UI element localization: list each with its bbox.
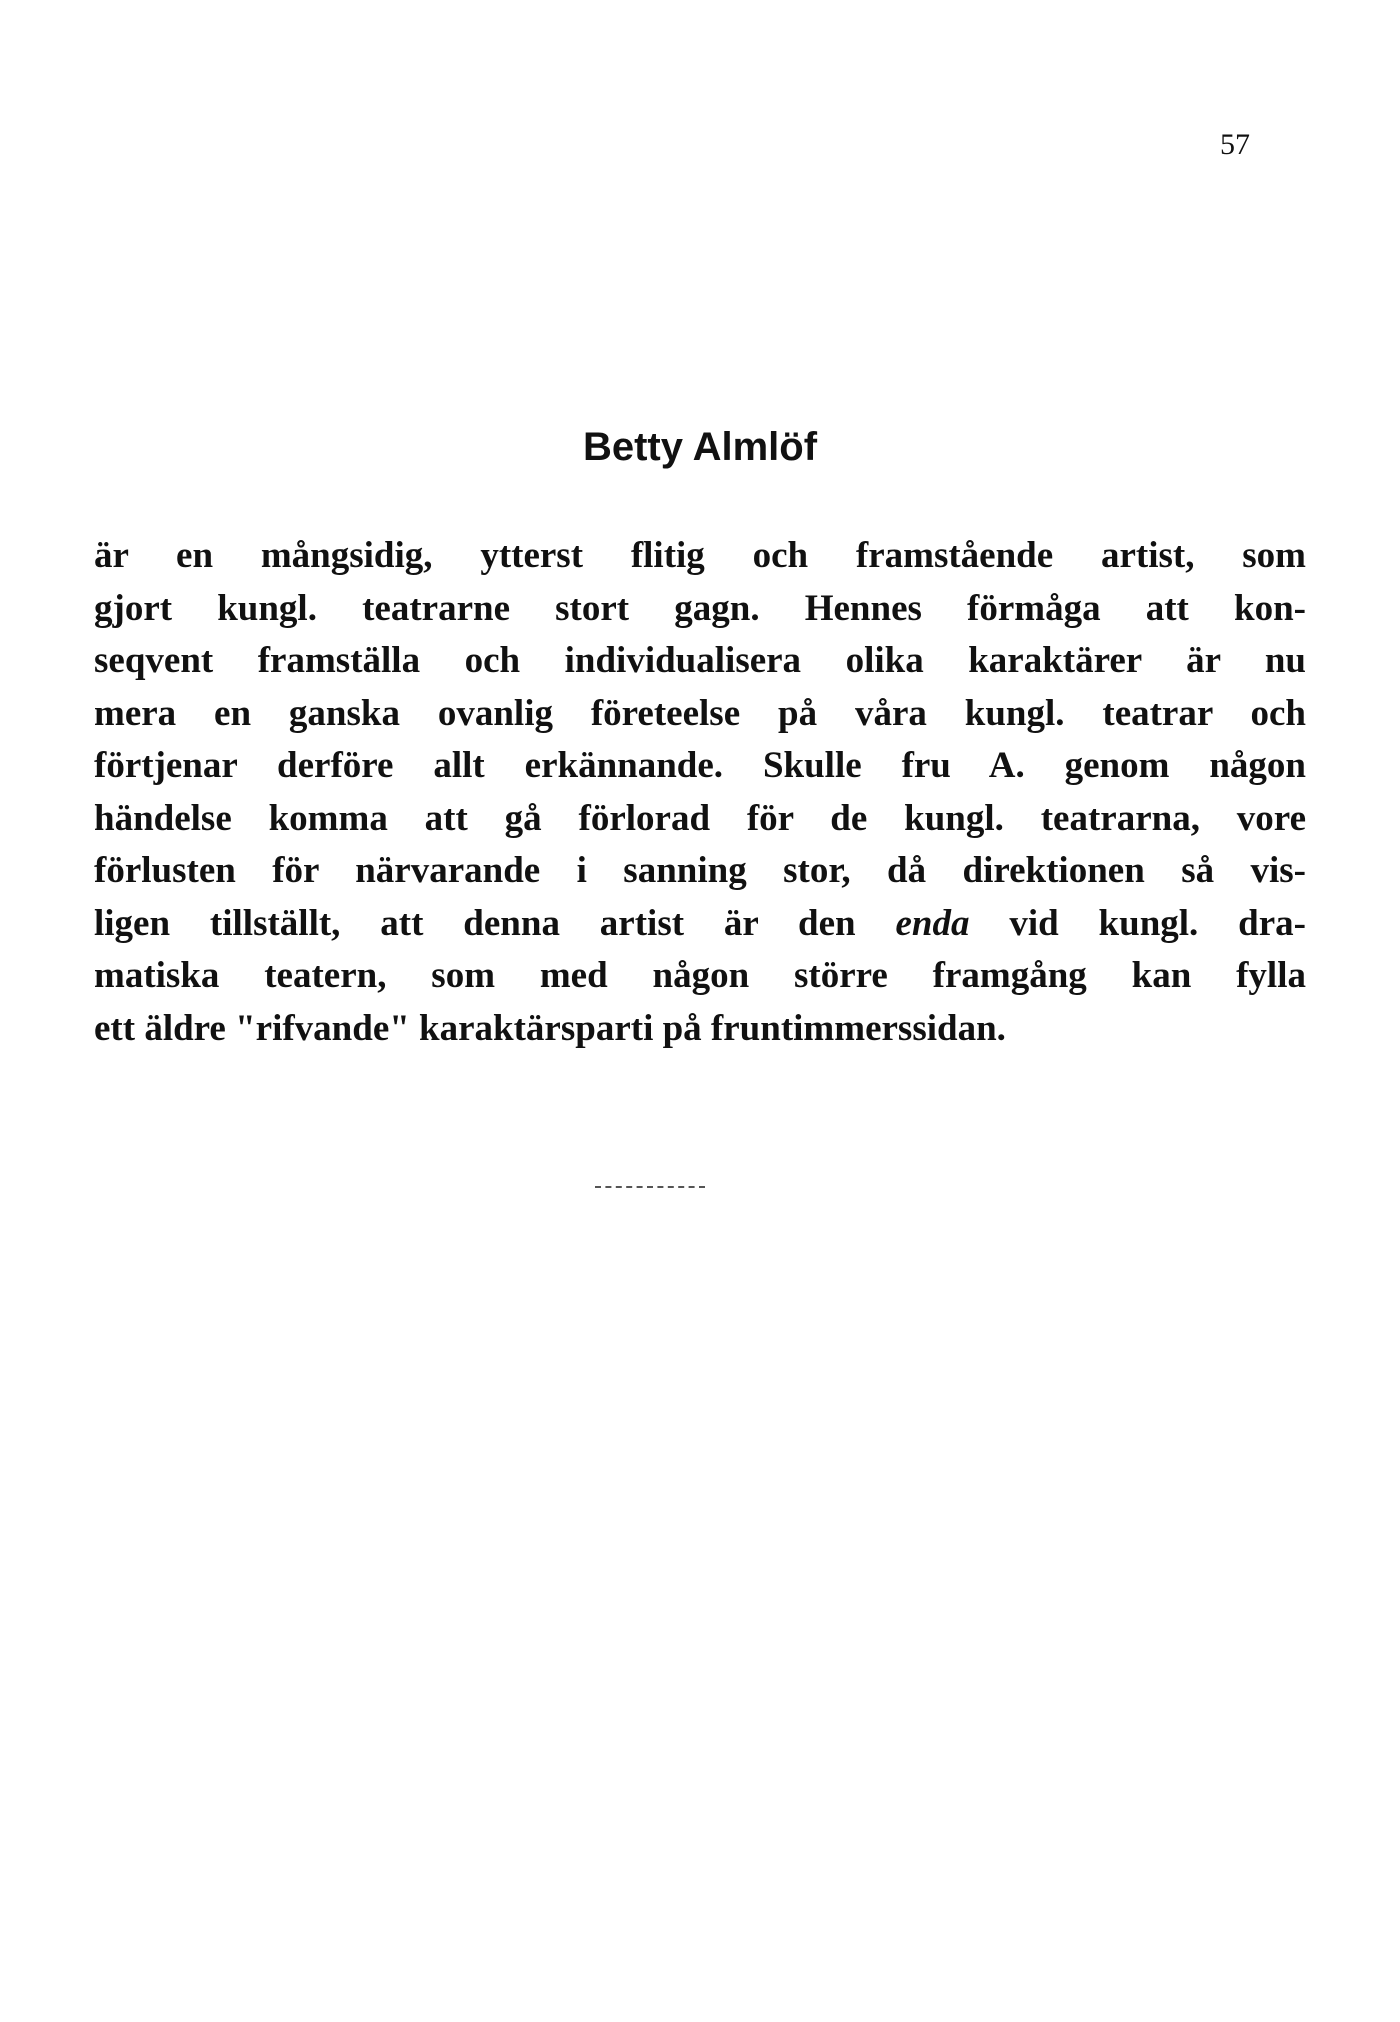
text-line: ett äldre "rifvande" karaktärsparti på fruntimmerssidan. [94,1007,1006,1049]
text-line: händelse komma att gå förlorad för de kungl. teatrarna, vore [94,797,1306,839]
text-line [94,898,1306,951]
section-divider [595,1186,705,1188]
text-line: matiska teatern, som med någon större framgång kan fylla [94,955,1306,996]
body-paragraph [94,530,1306,1055]
section-heading: Betty Almlöf [582,425,818,469]
text-line: förtjenar derföre allt erkännande. Skulle fru A. genom någon [94,745,1306,786]
text-segment: ligen tillställt, att denna artist är den [94,902,856,944]
text-line: är en mångsidig, ytterst flitig och framstående artist, som [94,535,1306,576]
text-line: gjort kungl. teatrarne stort gagn. Hennes förmåga att kon- [94,587,1306,629]
text-line: seqvent framställa och individualisera olika karaktärer är nu [94,640,1306,681]
text-line: mera en ganska ovanlig företeelse på våra kungl. teatrar och [94,692,1306,734]
text-segment: vid kungl. dra- [1009,902,1306,944]
text-line: förlusten för närvarande i sanning stor, då direktionen så vis- [94,850,1306,891]
emphasized-word: enda [895,902,970,944]
page-number: 57 [1220,128,1250,161]
